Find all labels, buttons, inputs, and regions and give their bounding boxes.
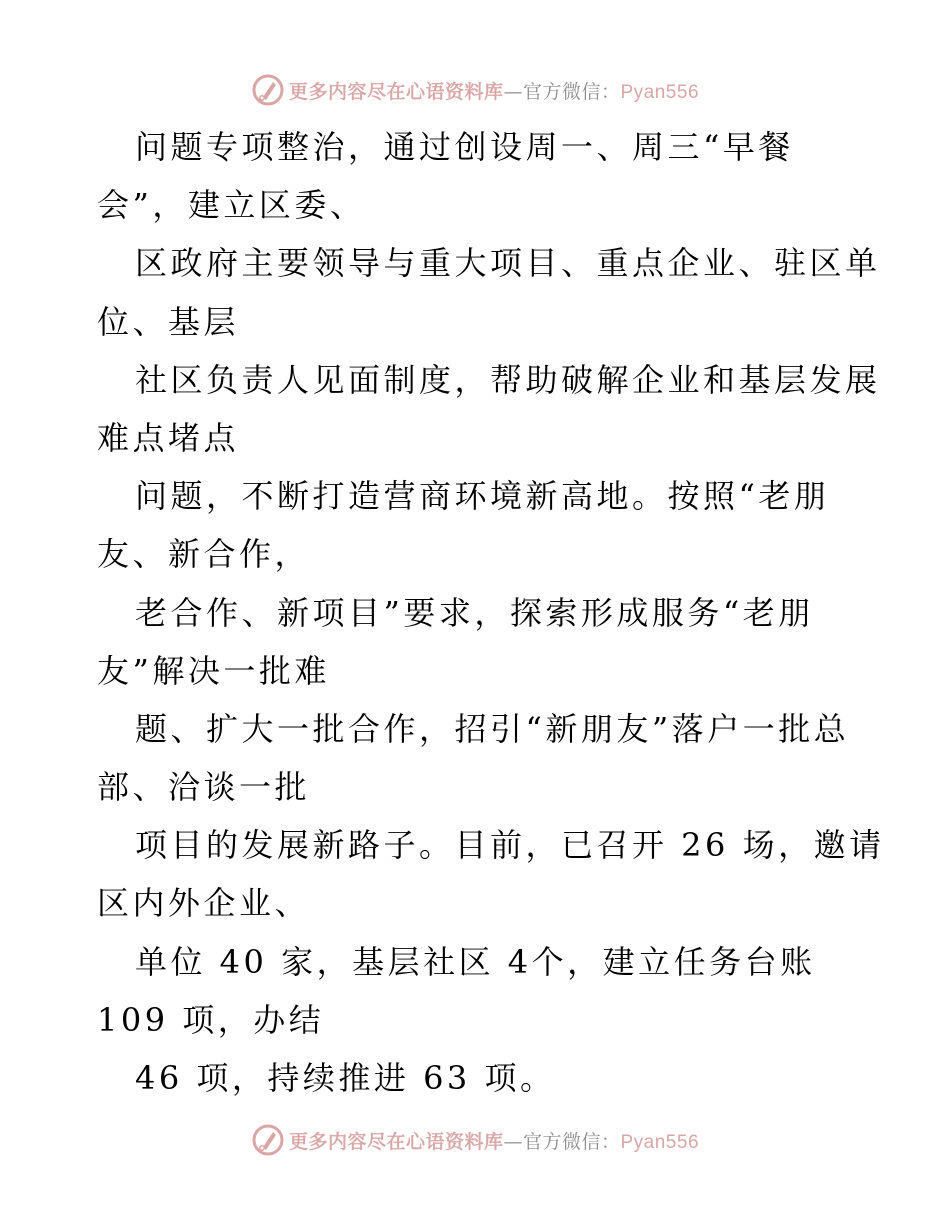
body-line: 友、新合作， [97, 535, 311, 574]
body-line: 单位 40 家，基层社区 4个，建立任务台账 [135, 942, 816, 981]
body-line: 题、扩大一批合作，招引“新朋友”落户一批总 [135, 709, 850, 748]
body-line: 46 项，持续推进 63 项。 [135, 1059, 556, 1097]
body-line: 项目的发展新路子。目前，已召开 26 场，邀请 [135, 826, 885, 865]
header-banner [0, 72, 950, 108]
body-line: 友”解决一批难 [97, 651, 330, 690]
pen-nib-circle-icon [251, 73, 285, 107]
banner-contact-label: 官方微信： [522, 1130, 621, 1153]
body-line: 区内外企业、 [97, 884, 311, 923]
banner-wechat-id: Pyan556 [620, 81, 700, 103]
banner-title: 更多内容尽在心语资料库 [288, 1130, 504, 1153]
body-line: 部、洽谈一批 [97, 768, 311, 807]
banner-separator: — [503, 1130, 523, 1153]
body-line: 老合作、新项目”要求，探索形成服务“老朋 [135, 593, 814, 632]
banner-separator: — [503, 80, 523, 103]
banner-contact-label: 官方微信： [522, 80, 621, 103]
banner-title: 更多内容尽在心语资料库 [288, 80, 504, 103]
banner-wechat-id: Pyan556 [620, 1131, 700, 1153]
body-line: 位、基层 [97, 302, 240, 341]
body-line: 社区负责人见面制度，帮助破解企业和基层发展 [135, 360, 881, 399]
body-line: 会”，建立区委、 [97, 186, 366, 225]
body-line: 区政府主要领导与重大项目、重点企业、驻区单 [135, 244, 881, 283]
body-line: 难点堵点 [97, 418, 240, 457]
pen-nib-circle-icon [251, 1123, 285, 1157]
document-body [97, 118, 897, 1107]
body-line: 问题专项整治，通过创设周一、周三“早餐 [135, 128, 794, 166]
body-line: 问题，不断打造营商环境新高地。按照“老朋 [135, 477, 830, 516]
body-line: 109 项，办结 [97, 1000, 325, 1039]
footer-banner [0, 1122, 950, 1158]
